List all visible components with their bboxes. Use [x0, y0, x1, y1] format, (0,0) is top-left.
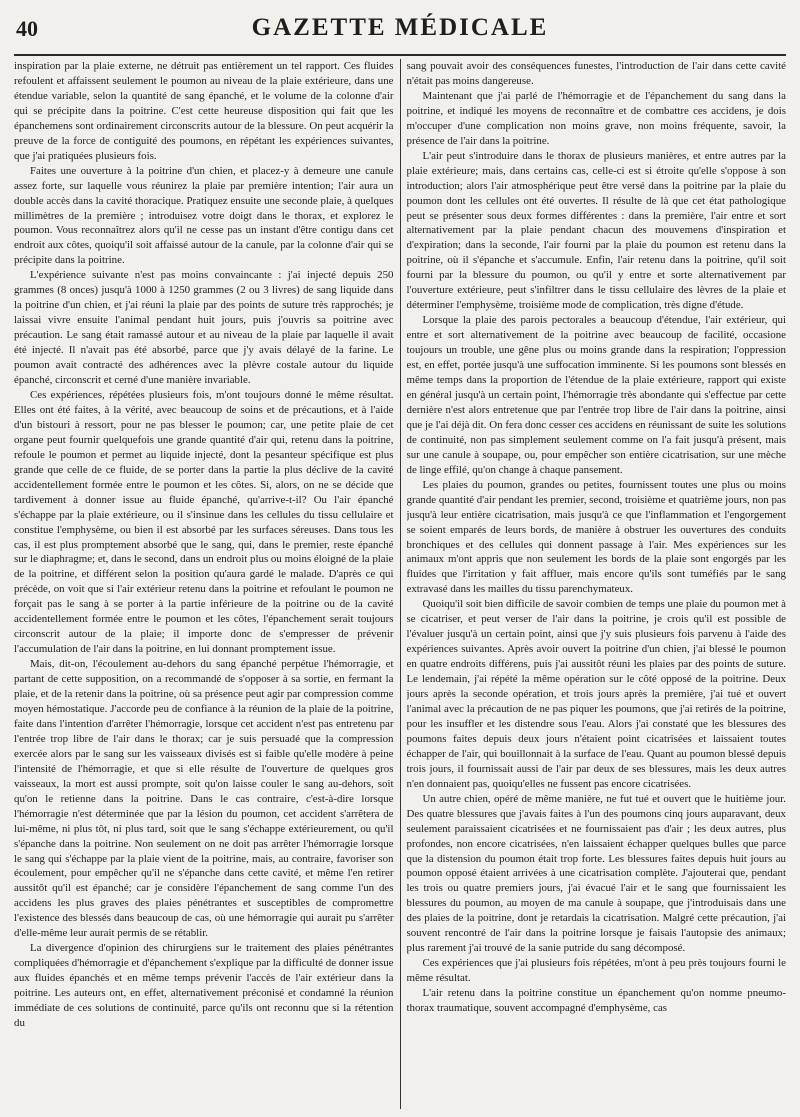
column-rule: [400, 59, 401, 1109]
right-column: [407, 59, 787, 1109]
masthead: [14, 10, 786, 56]
journal-title: GAZETTE MÉDICALE: [251, 14, 549, 41]
paragraph: Quoiqu'il soit bien difficile de savoir combien de temps une plaie du poumon met à se cicatriser, et peut verser de l'air dans la poitrine, je crois qu'il est possible de l'évaluer jusqu'à un certain point, ainsi que j'y suis plusieurs fois parvenu à l'aide des expériences suivantes. Après avoir ouvert la poitrine d'un chien, j'ai blessé le poumon en quatre endroits différens, puis j'ai aussitôt réuni les plaies par des points de suture. Le lendemain, j'ai répété la même opération sur le côté opposé de la poitrine. Deux jours après la seconde opération, et trois jours après la première, j'ai tué et ouvert l'animal avec la précaution de ne pas piquer les poumons, que j'ai retirés de la poitrine, pour les insuffler et les distendre sous l'eau. Alors j'ai constaté que les blessures des poumons faites depuis deux jours n'étaient point cicatrisées et laissaient toutes échapper de l'air, qui bouillonnait à la surface de l'eau. Quant au poumon blessé depuis trois jours, il fournissait aussi de l'air par deux de ses blessures, mais les deux autres n'en donnaient pas, quoiqu'elles ne fussent pas encore cicatrisées.: [406, 598, 786, 790]
paragraph: L'expérience suivante n'est pas moins convaincante : j'ai injecté depuis 250 grammes (8 onces) jusqu'à 1000 à 1250 grammes (2 ou 3 livres) de sang liquide dans la poitrine d'un chien, et j'ai réuni la plaie par des points de suture très rapprochés; je laissai vivre ensuite l'animal pendant huit jours, puis j'ouvris sa poitrine avec précaution. Le sang était ramassé autour et au niveau de la plaie par laquelle il avait été injecté. Il n'avait pas été absorbé, parce que j'y avais délayé de la farine. Le poumon avait contracté des adhérences avec la plèvre costale autour du liquide épanché, circonscrit et cerné d'une manière invariable.: [14, 269, 394, 387]
paragraph: La divergence d'opinion des chirurgiens sur le traitement des plaies pénétrantes compliquées d'hémorragie et d'épanchement s'explique par la difficulté de donner issue aux fluides épanchés et en même temps prévenir l'accès de l'air extérieur dans la poitrine. Les auteurs ont, en effet, alternativement préconisé et condamné la réunion immédiate de ces solutions de continuité, parce qu'ils ont reconnu que si la rétention du: [14, 942, 394, 1029]
paragraph: L'air peut s'introduire dans le thorax de plusieurs manières, et entre autres par la plaie extérieure; mais, dans certains cas, celle-ci est si étroite qu'elle s'oppose à son introduction; alors l'air atmosphérique peut être versé dans la poitrine par la plaie du poumon dont les cellules ont été ouvertes. Il résulte de là que cet état pathologique peut se présenter sous deux formes différentes : dans la première, l'air entre et sort alternativement par la plaie pendant chacun des mouvemens d'inspiration et d'expiration; dans la seconde, l'air fourni par la plaie du poumon est retenu dans la poitrine, où il s'épanche et s'accumule. Enfin, l'air retenu dans la poitrine, qu'il soit fourni par la blessure du poumon, ou qu'il y entre et sorte alternativement par l'ouverture extérieure, peut s'infiltrer dans le tissu cellulaire des lèvres de la plaie et déterminer l'emphysème, troisième mode de complication, très digne d'étude.: [406, 149, 786, 312]
paragraph: Faites une ouverture à la poitrine d'un chien, et placez-y à demeure une canule assez forte, sur laquelle vous réunirez la plaie par première intention; l'air aura un double accès dans la cavité thoracique. Pratiquez ensuite une seconde plaie, à quelques millimètres de la première ; introduisez votre doigt dans le thorax, et explorez le poumon. Vous reconnaîtrez alors qu'il ne cesse pas un instant d'être contigu dans cet endroit aux côtes, quoiqu'il soit affaissé autour de la canule, par la colonne d'air qui se précipite dans la poitrine.: [14, 164, 394, 267]
paragraph: Ces expériences, répétées plusieurs fois, m'ont toujours donné le même résultat. Elles ont été faites, à la vérité, avec beaucoup de soins et de précautions, et à l'aide d'un bistouri à ressort, pour ne pas blesser le poumon; car, une petite plaie de cet organe peut fournir quelquefois une grande quantité d'air qui, retenu dans la poitrine, refoule le poumon et permet au liquide injecté, dont la pesanteur spécifique est plus grande que celle de ce fluide, de se porter dans la partie la plus déclive de la cavité accidentellement formée entre le poumon et les côtes. Si, alors, on ne se décide que tardivement à donner issue au fluide épanché, qu'arrive-t-il? Ou l'air épanché s'échappe par la plaie extérieure, ou il s'insinue dans les cellules du tissu cellulaire et constitue l'emphysème, ou bien il est absorbé par les surfaces séreuses. Dans tous les cas, il est plus promptement absorbé que le sang, qui, dans le premier, reste épanché sur le diaphragme; et, dans le second, dans un endroit plus ou moins éloigné de la plaie de la poitrine, et différent selon la position qu'aura gardé le malade. D'après ce qui précède, on voit que si l'air extérieur retenu dans la poitrine et refoulant le poumon ne forçait pas le sang à se porter à la partie inférieure de la poitrine ou de la cavité accidentellement formée entre le poumon et les côtes, l'épanchement serait toujours circonscrit autour de la plaie; il importe donc de s'empresser de prévenir l'accumulation de l'air dans la poitrine, en lui donnant promptement issue.: [14, 388, 394, 656]
paragraph: L'air retenu dans la poitrine constitue un épanchement qu'on nomme pneumo-thorax traumatique, souvent accompagné d'emphysème, cas: [406, 987, 786, 1015]
page-number: 40: [16, 16, 38, 41]
text-columns: [14, 59, 786, 1109]
paragraph: Maintenant que j'ai parlé de l'hémorragie et de l'épanchement du sang dans la poitrine, et indiqué les moyens de reconnaître et de combattre ces accidens, je dois m'occuper d'une complication non moins grave, non moins fréquente, savoir, la présence de l'air dans la poitrine.: [406, 89, 786, 147]
paragraph: Les plaies du poumon, grandes ou petites, fournissent toutes une plus ou moins grande quantité d'air pendant les premier, second, troisième et quatrième jours, non pas jusqu'à leur entière cicatrisation, mais jusqu'à ce que l'inflammation et l'engorgement se soient emparés de leurs bords, de manière à obstruer les ouvertures des conduits bronchiques et des cellules qui donnent passage à l'air. Mes expériences sur les animaux m'ont appris que non seulement les bords de la plaie sont engorgés par les fluides que l'irritation y fait affluer, mais encore qu'ils sont tuméfiés par le sang extravasé dans les mailles du tissu parenchymateux.: [406, 478, 786, 596]
paragraph: Mais, dit-on, l'écoulement au-dehors du sang épanché perpétue l'hémorragie, et partant de cette supposition, on a recommandé de s'opposer à sa sortie, en fermant la plaie, et de la retenir dans la poitrine, où sa présence peut agir par compression comme moyen hémostatique. J'accorde peu de confiance à la réunion de la plaie de la poitrine, faite dans l'intention d'arrêter l'hémorragie, lorsque cet accident n'est pas entretenu par l'entrée trop libre de l'air dans le thorax; car je suis persuadé que la compression exercée alors par le sang sur les vaisseaux divisés est si faible qu'elle modère à peine l'intensité de l'hémorragie, et que si elle résulte de l'ouverture de quelques gros vaisseaux, la mort est aussi prompte, soit qu'on laisse couler le sang au-dehors, soit qu'on le retienne dans la poitrine. Dans le cas contraire, c'est-à-dire lorsque l'hémorragie n'est déterminée que par la lésion du poumon, cet accident s'arrêtera de lui-même, ni plus tôt, ni plus tard, soit que le sang s'échappe extérieurement, ou qu'il s'épanche dans la poitrine. Non seulement on ne doit pas arrêter l'hémorragie lorsque le sang qui s'échappe par la plaie vient de la poitrine, mais, au contraire, favoriser son écoulement, pour empêcher qu'il ne s'épanche dans cette cavité, et même l'en retirer aussitôt qu'il est épanché; car je considère l'épanchement de sang comme l'un des accidens les plus graves des plaies pénétrantes et susceptibles de compromettre l'existence des blessés dans beaucoup de cas, où une hémorragie qui aurait pu s'arrêter d'elle-même leur aurait permis de se rétablir.: [14, 658, 394, 940]
paragraph: inspiration par la plaie externe, ne détruit pas entièrement un tel rapport. Ces fluides refoulent et affaissent seulement le poumon au niveau de la plaie extérieure, dans une étendue variable, selon la quantité de sang épanché, et le volume de la colonne d'air qui se précipite dans la poitrine. C'est cette heureuse disposition qui fait que les épanchemens sont ordinairement circonscrits autour de la blessure. On peut acquérir la preuve de la force de contiguité des poumons, en répétant les expériences suivantes, que j'ai pratiquées plusieurs fois.: [14, 60, 394, 162]
paragraph: sang pouvait avoir des conséquences funestes, l'introduction de l'air dans cette cavité n'était pas moins dangereuse.: [406, 60, 786, 87]
paragraph: Lorsque la plaie des parois pectorales a beaucoup d'étendue, l'air extérieur, qui entre et sort alternativement de la poitrine avec beaucoup de facilité, occasione toujours un trouble, une gêne plus ou moins grande dans la respiration; l'oppression est, en effet, portée jusqu'à une suffocation imminente. Si les poumons sont blessés en même temps dans la proportion de l'étendue de la plaie extérieure, rapport qui existe en général jusqu'à un certain point, l'hémorragie très abondante qui s'effectue par cette dernière n'est alors entretenue que par l'entrée trop libre de l'air dans la poitrine, ainsi que je l'ai déjà dit. On fera donc cesser ces accidens en réunissant de suite les solutions de continuité, non pas simplement seulement comme on l'a fait jusqu'à présent, mais sur une canule à soupape, ou, pour empêcher son entière cicatrisation, sur une mèche de linge effilé, qu'on change à chaque pansement.: [406, 314, 786, 476]
paragraph: Ces expériences que j'ai plusieurs fois répétées, m'ont à peu près toujours fourni le même résultat.: [406, 957, 786, 985]
left-column: [14, 59, 394, 1109]
paragraph: Un autre chien, opéré de même manière, ne fut tué et ouvert que le huitième jour. Des quatre blessures que j'avais faites à l'un des poumons cinq jours auparavant, deux seulement paraissaient cicatrisées et ne fournissaient pas d'air ; les deux autres, plus profondes, non encore cicatrisées, n'en laissaient échapper quelques bulles que parce que la distension du poumon était trop forte. Les blessures faites depuis huit jours au poumon opposé étaient arrivées à une cicatrisation complète. J'ajouterai que, pendant les trois ou quatre premiers jours, j'ai évacué l'air et le sang que fournissaient les blessures du poumon, au moyen de ma canule à soupape, que j'introduisais dans une des plaies de la poitrine, dont je retardais la cicatrisation. Malgré cette précaution, j'ai souvent rencontré de l'air dans la poitrine lorsque je faisais l'autopsie des animaux; plus rarement j'ai trouvé de la sanie putride du sang décomposé.: [406, 792, 786, 955]
